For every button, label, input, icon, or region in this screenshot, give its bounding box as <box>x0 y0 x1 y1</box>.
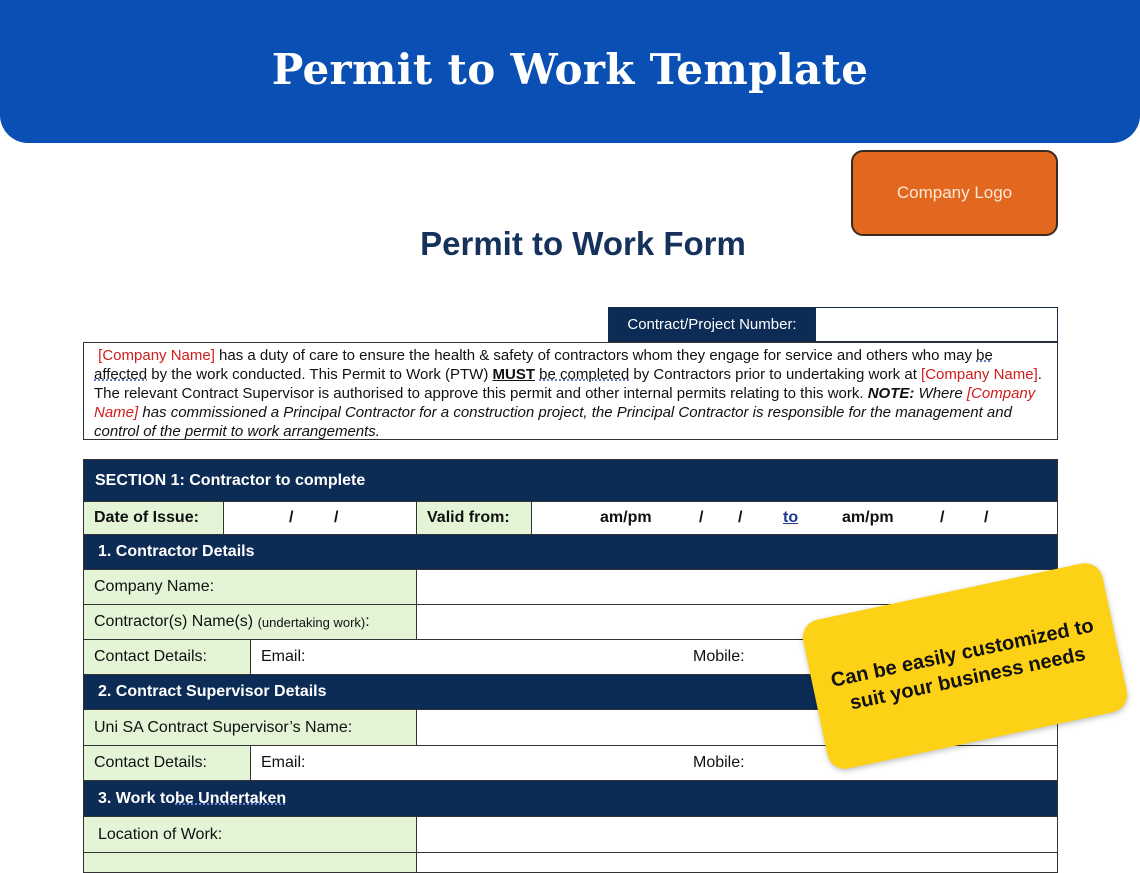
must-emphasis: MUST <box>492 366 535 383</box>
work-title-underlined: be Undertaken <box>175 789 287 807</box>
company-name-placeholder: [Company Name] <box>94 385 1036 421</box>
contract-number-label: Contract/Project Number: <box>609 308 815 341</box>
intro-text: by Contractors prior to undertaking work at <box>629 366 922 383</box>
date-separator: / <box>940 509 945 526</box>
to-text: to <box>783 509 799 526</box>
intro-paragraph <box>83 342 1058 440</box>
ampm-text: am/pm <box>600 509 652 526</box>
location-label: Location of Work: <box>84 817 417 852</box>
mobile-label: Mobile: <box>693 754 745 771</box>
header-banner <box>0 0 1140 143</box>
contractor-contact-label: Contact Details: <box>84 640 251 674</box>
date-separator: / <box>699 509 704 526</box>
next-row <box>83 853 1058 873</box>
date-separator: / <box>738 509 743 526</box>
company-name-placeholder: [Company Name] <box>921 366 1038 383</box>
contractor-details-title: 1. Contractor Details <box>98 543 255 560</box>
intro-text: . The relevant Contract Supervisor is authorised to approve this permit and other internal permits relating to this work. <box>94 366 1042 402</box>
contract-number-row <box>608 307 1058 342</box>
supervisor-contact-label: Contact Details: <box>84 746 251 780</box>
ampm-text: am/pm <box>842 509 894 526</box>
intro-text: has commissioned a Principal Contractor for a construction project, the Principal Contractor is responsible for the management and control of the permit to work arrangements. <box>94 404 1012 440</box>
email-label: Email: <box>261 754 306 771</box>
contractor-names-colon: : <box>365 613 370 630</box>
date-separator: / <box>289 509 294 526</box>
date-of-issue-label: Date of Issue: <box>84 502 224 534</box>
next-row-field[interactable] <box>417 853 1057 872</box>
contract-number-field[interactable] <box>815 308 1057 341</box>
location-field[interactable] <box>417 817 1057 852</box>
date-separator: / <box>334 509 339 526</box>
work-header <box>83 781 1058 817</box>
mobile-label: Mobile: <box>693 648 745 665</box>
company-name-label: Company Name: <box>84 570 417 604</box>
location-row <box>83 817 1058 853</box>
valid-from-label: Valid from: <box>417 502 532 534</box>
section-1-header <box>83 459 1058 502</box>
supervisor-contact-field[interactable] <box>251 746 1057 780</box>
date-of-issue-field[interactable] <box>224 502 417 534</box>
intro-text: be completed <box>539 366 630 383</box>
email-label: Email: <box>261 648 306 665</box>
contractor-names-text: Contractor(s) Name(s) <box>94 613 254 630</box>
form-title: Permit to Work Form <box>420 225 746 262</box>
date-row <box>83 502 1058 535</box>
work-title: 3. Work to <box>98 789 176 807</box>
company-logo-label: Company Logo <box>896 183 1013 202</box>
contractor-details-header <box>83 535 1058 570</box>
sticker-text: Can be easily customized to suit your business needs <box>828 614 1096 715</box>
note-label: NOTE: <box>867 385 915 402</box>
intro-text: be affected <box>94 347 993 383</box>
supervisor-name-label: Uni SA Contract Supervisor’s Name: <box>84 710 417 745</box>
intro-text: Where <box>914 385 967 402</box>
company-name-placeholder: [Company Name] <box>98 347 215 364</box>
supervisor-details-title: 2. Contract Supervisor Details <box>98 683 327 700</box>
valid-from-field[interactable] <box>532 502 1057 534</box>
date-separator: / <box>984 509 989 526</box>
intro-text: by the work conducted. This Permit to Work (PTW) <box>147 366 493 383</box>
company-logo-placeholder <box>851 150 1058 236</box>
banner-title: Permit to Work Template <box>271 45 869 94</box>
contractor-names-label <box>84 605 417 639</box>
intro-text: has a duty of care to ensure the health & safety of contractors whom they engage for service and others who may <box>214 347 977 364</box>
contractor-names-note: (undertaking work) <box>257 614 366 630</box>
section-1-title: SECTION 1: Contractor to complete <box>95 471 366 489</box>
next-row-label <box>84 853 417 872</box>
